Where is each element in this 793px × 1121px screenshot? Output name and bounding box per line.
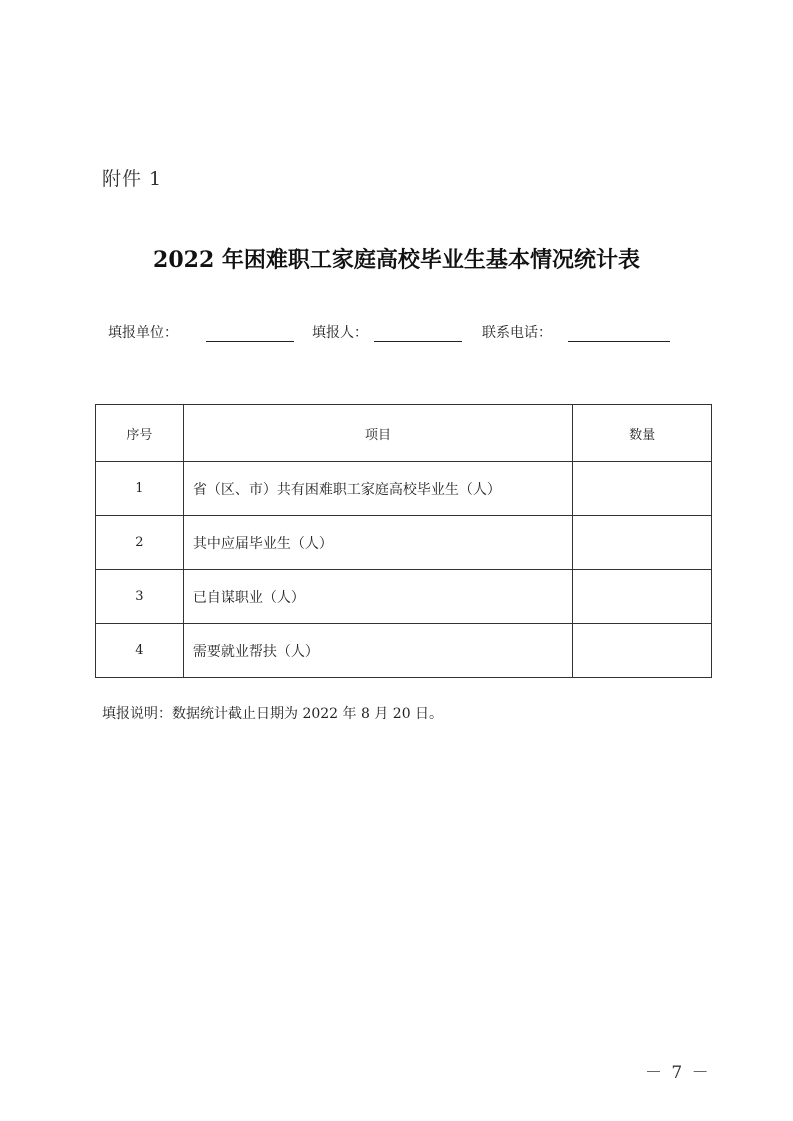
table-header-row <box>96 405 712 462</box>
row-quantity <box>573 516 712 570</box>
person-blank <box>374 341 462 342</box>
row-serial-number: 4 <box>96 624 184 678</box>
row-quantity <box>573 570 712 624</box>
row-item: 其中应届毕业生（人） <box>183 516 572 570</box>
phone-label: 联系电话： <box>482 325 552 341</box>
table-row <box>96 516 712 570</box>
document-title: 2022 年困难职工家庭高校毕业生基本情况统计表 <box>153 247 640 273</box>
attachment-label: 附件 1 <box>102 168 163 190</box>
filling-note: 填报说明：数据统计截止日期为 2022 年 8 月 20 日。 <box>102 706 444 722</box>
row-quantity <box>573 624 712 678</box>
row-quantity <box>573 462 712 516</box>
person-label: 填报人： <box>312 325 368 341</box>
header-quantity: 数量 <box>573 405 712 462</box>
table-row <box>96 570 712 624</box>
row-item: 已自谋职业（人） <box>183 570 572 624</box>
unit-blank <box>206 341 294 342</box>
row-item: 省（区、市）共有困难职工家庭高校毕业生（人） <box>183 462 572 516</box>
unit-label: 填报单位： <box>108 325 178 341</box>
fill-in-fields <box>108 322 708 344</box>
table-row <box>96 624 712 678</box>
phone-blank <box>568 341 670 342</box>
statistics-table <box>95 404 712 678</box>
row-serial-number: 3 <box>96 570 184 624</box>
header-serial-number: 序号 <box>96 405 184 462</box>
row-serial-number: 2 <box>96 516 184 570</box>
row-serial-number: 1 <box>96 462 184 516</box>
header-item: 项目 <box>183 405 572 462</box>
row-item: 需要就业帮扶（人） <box>183 624 572 678</box>
table-row <box>96 462 712 516</box>
page-number: － 7 － <box>645 1063 711 1083</box>
